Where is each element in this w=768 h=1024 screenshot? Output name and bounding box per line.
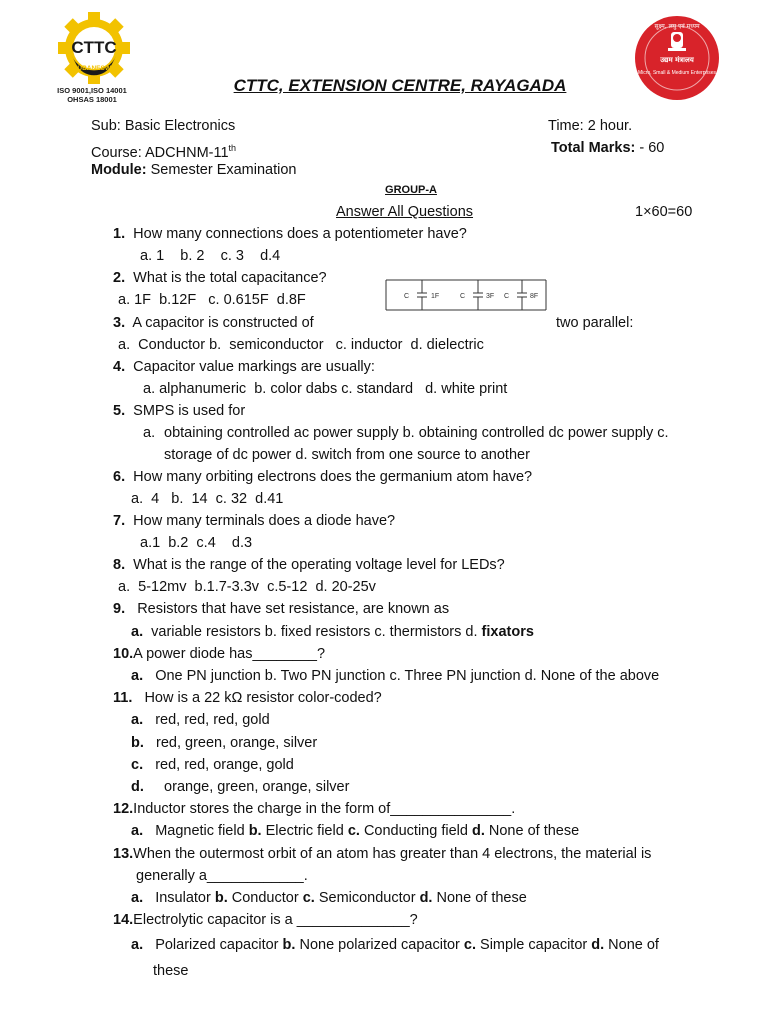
question-2-options: a. 1F b.12F c. 0.615F d.8F [118,292,306,308]
option-letter: d. [591,937,605,953]
question-number: 3. [113,315,126,331]
option-letter: a. [118,337,131,353]
cttc-logo-text: CTTC [71,38,117,57]
capacitor-circuit-diagram [382,277,550,318]
option-text: orange, green, orange, silver [164,779,350,795]
question-12-options [131,822,579,840]
time-value: 2 hour. [587,118,633,134]
question-10 [113,645,325,663]
question-number: 7. [113,513,126,529]
option-text: Insulator [155,890,211,906]
question-number: 2. [113,270,126,286]
subject-value: Basic Electronics [124,118,236,134]
option-text: Semiconductor [318,890,416,906]
question-number: 9. [113,601,126,617]
option-letter: c. [302,890,315,906]
question-13-options [131,889,527,907]
question-number: 8. [113,557,126,573]
question-5-options-line-2: storage of dc power d. switch from one source to another [164,447,530,463]
question-8 [113,556,505,574]
question-text: Capacitor value markings are usually: [133,359,375,375]
msme-hindi-line-1: सूक्ष्म, लघु एवं मध्यम [654,23,700,30]
option-letter: d. [419,890,433,906]
question-number: 12. [113,801,134,817]
option-letter: a. [131,890,144,906]
msme-hindi-line-2: उद्यम मंत्रालय [660,56,694,64]
question-text: Resistors that have set resistance, are known as [137,601,450,617]
question-number: 11. [113,690,133,706]
question-11-option-c [131,756,294,774]
course-value: ADCHNM-11 [145,144,229,161]
c3-label: C [504,293,510,300]
option-letter: d. [131,779,144,795]
option-letter: a. [131,937,144,953]
option-text: red, green, orange, silver [155,735,318,751]
option-text: None of [608,937,659,953]
group-heading: GROUP-A [385,184,437,196]
question-5-option-letter: a. [143,425,156,441]
marks-line [551,139,664,157]
question-3-tail: two parallel: [556,315,634,331]
iso-line-1: ISO 9001,ISO 14001 [57,86,127,95]
question-7 [113,512,395,530]
option-letter: c. [463,937,476,953]
c1-label: C [404,293,410,300]
question-text: How many connections does a potentiometer have? [133,226,467,242]
option-text: red, red, orange, gold [155,757,294,773]
course-line [91,139,236,162]
question-9-options [131,623,534,641]
subject-label: Sub: [91,118,121,134]
question-11-option-b [131,734,317,752]
option-text: Conducting field [363,823,468,839]
option-letter: b. [131,735,144,751]
question-11-option-a [131,711,270,729]
question-text: Inductor stores the charge in the form of_______________. [133,801,516,817]
question-number: 4. [113,359,126,375]
module-line [91,161,296,179]
instructions: Answer All Questions [336,204,474,220]
option-letter: a. [131,712,144,728]
option-letter: a. [131,668,144,684]
question-3 [113,314,314,332]
question-text: How many orbiting electrons does the germanium atom have? [133,469,533,485]
question-10-options [131,667,659,685]
question-text: A capacitor is constructed of [132,315,314,331]
question-9 [113,600,449,618]
question-text: What is the total capacitance? [133,270,327,286]
question-11 [113,689,382,707]
c2-label: C [460,293,466,300]
option-bold-tail: fixators [481,624,534,640]
option-text: Conductor b. semiconductor c. inductor d. dielectric [138,337,484,353]
cttc-logo-ring-text: BHUBANESWAR [68,65,120,72]
option-text: None of these [436,890,527,906]
option-text: Polarized capacitor [155,937,279,953]
question-text: How is a 22 kΩ resistor color-coded? [144,690,382,706]
option-text: red, red, red, gold [155,712,270,728]
question-4 [113,358,375,376]
option-letter: b. [214,890,228,906]
question-number: 5. [113,403,126,419]
question-text: What is the range of the operating voltage level for LEDs? [133,557,505,573]
question-number: 13. [113,846,134,862]
question-14-options [131,936,659,954]
question-7-options: a.1 b.2 c.4 d.3 [140,535,253,551]
question-14 [113,911,418,929]
marks-value: - 60 [639,140,665,156]
option-letter: c. [131,757,144,773]
question-number: 10. [113,646,134,662]
option-text: Magnetic field [155,823,245,839]
question-13 [113,845,651,863]
iso-line-2: OHSAS 18001 [67,95,117,104]
msme-english-line: Micro, Small & Medium Enterprises [637,70,717,76]
time-label: Time: [548,118,584,134]
question-8-options: a. 5-12mv b.1.7-3.3v c.5-12 d. 20-25v [118,579,376,595]
option-text: None polarized capacitor [299,937,460,953]
option-letter: c. [347,823,360,839]
option-letter: d. [471,823,485,839]
c2-value: 3F [486,293,495,300]
course-label: Course: [91,144,142,161]
question-6 [113,468,532,486]
module-value: Semester Examination [150,162,297,178]
question-3-options [118,336,484,354]
question-5 [113,402,245,420]
question-12 [113,800,515,818]
question-1-options: a. 1 b. 2 c. 3 d.4 [140,248,281,264]
question-number: 14. [113,912,134,928]
option-text: None of these [488,823,580,839]
option-letter: b. [282,937,296,953]
question-text: SMPS is used for [133,403,246,419]
time-line [548,117,632,135]
question-text: When the outermost orbit of an atom has greater than 4 electrons, the material is [133,846,652,862]
question-2 [113,269,327,287]
page-title: CTTC, EXTENSION CENTRE, RAYAGADA [233,76,567,95]
question-14-options-line-2: these [153,963,189,979]
question-1 [113,225,467,243]
subject-line [91,117,235,135]
option-letter: a. [131,624,144,640]
question-text: A power diode has________? [133,646,326,662]
course-suffix: th [228,143,237,153]
option-text: Electric field [265,823,344,839]
question-5-options-line-1: obtaining controlled ac power supply b. obtaining controlled dc power supply c. [164,425,669,441]
option-text: variable resistors b. fixed resistors c. thermistors d. [151,624,478,640]
question-number: 6. [113,469,126,485]
c1-value: 1F [431,293,440,300]
option-letter: a. [131,823,144,839]
question-11-option-d [131,778,349,796]
c3-value: 8F [530,293,539,300]
option-text: Conductor [231,890,299,906]
marks-formula: 1×60=60 [635,204,693,220]
question-text: How many terminals does a diode have? [133,513,396,529]
option-letter: b. [248,823,262,839]
option-text: Simple capacitor [480,937,588,953]
question-text: Electrolytic capacitor is a ______________? [133,912,418,928]
question-4-options: a. alphanumeric b. color dabs c. standard d. white print [143,381,508,397]
question-number: 1. [113,226,126,242]
option-text: One PN junction b. Two PN junction c. Three PN junction d. None of the above [155,668,660,684]
marks-label: Total Marks: [551,140,636,156]
module-label: Module: [91,162,147,178]
question-6-options: a. 4 b. 14 c. 32 d.41 [131,491,284,507]
question-13-text-line-2: generally a____________. [136,868,308,884]
